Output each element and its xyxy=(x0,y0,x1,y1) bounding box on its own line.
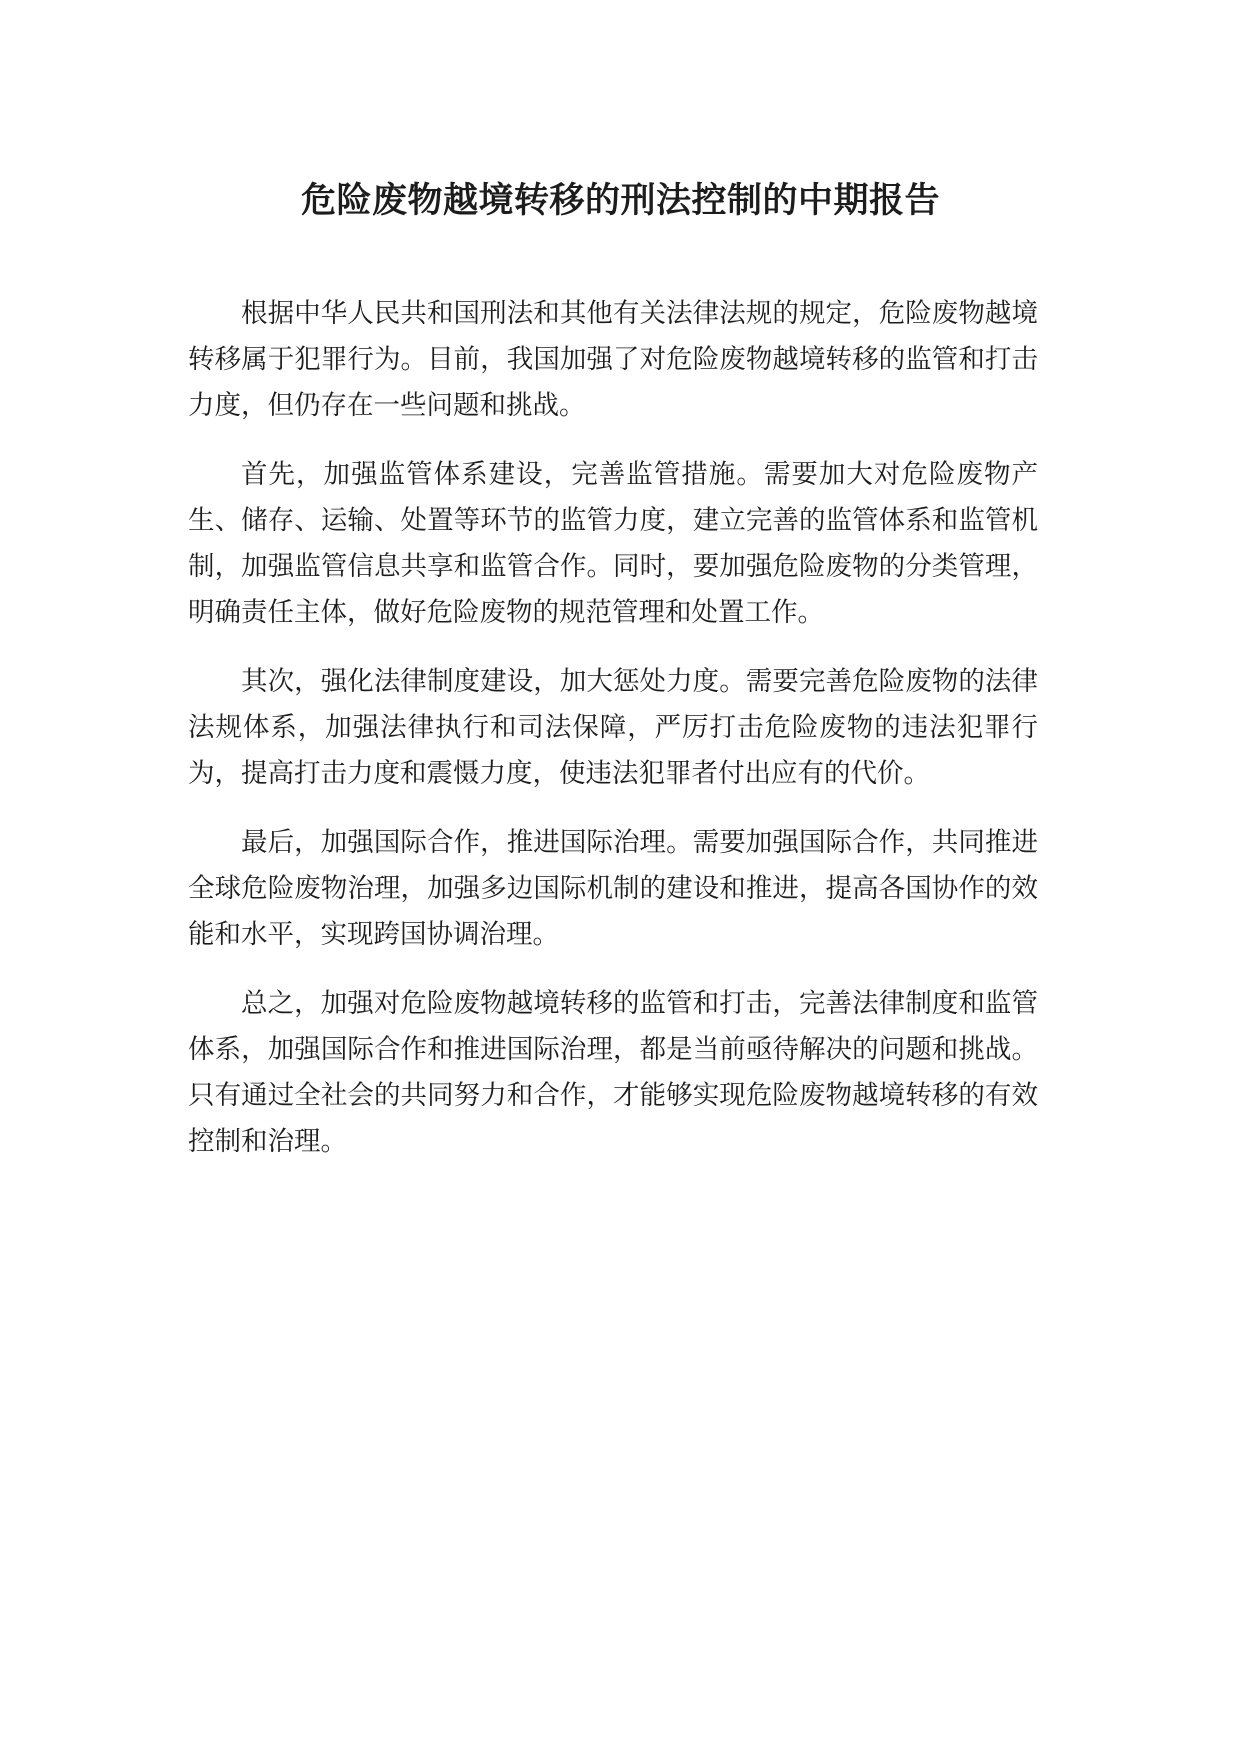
paragraph-first: 首先，加强监管体系建设，完善监管措施。需要加大对危险废物产生、储存、运输、处置等环节的监管力度，建立完善的监管体系和监管机制，加强监管信息共享和监管合作。同时，要加强危险废物的分类管理，明确责任主体，做好危险废物的规范管理和处置工作。 xyxy=(188,459,1038,628)
paragraph-intro: 根据中华人民共和国刑法和其他有关法律法规的规定，危险废物越境转移属于犯罪行为。目前，我国加强了对危险废物越境转移的监管和打击力度，但仍存在一些问题和挑战。 xyxy=(188,298,1038,421)
paragraph-conclusion: 总之，加强对危险废物越境转移的监管和打击，完善法律制度和监管体系，加强国际合作和推进国际治理，都是当前亟待解决的问题和挑战。只有通过全社会的共同努力和合作，才能够实现危险废物越境转移的有效控制和治理。 xyxy=(188,988,1038,1157)
document-body xyxy=(188,291,1038,1188)
paragraph-second: 其次，强化法律制度建设，加大惩处力度。需要完善危险废物的法律法规体系，加强法律执行和司法保障，严厉打击危险废物的违法犯罪行为，提高打击力度和震慑力度，使违法犯罪者付出应有的代价。 xyxy=(188,666,1038,789)
paragraph-last: 最后，加强国际合作，推进国际治理。需要加强国际合作，共同推进全球危险废物治理，加强多边国际机制的建设和推进，提高各国协作的效能和水平，实现跨国协调治理。 xyxy=(188,827,1038,950)
document-title: 危险废物越境转移的刑法控制的中期报告 xyxy=(300,181,940,221)
